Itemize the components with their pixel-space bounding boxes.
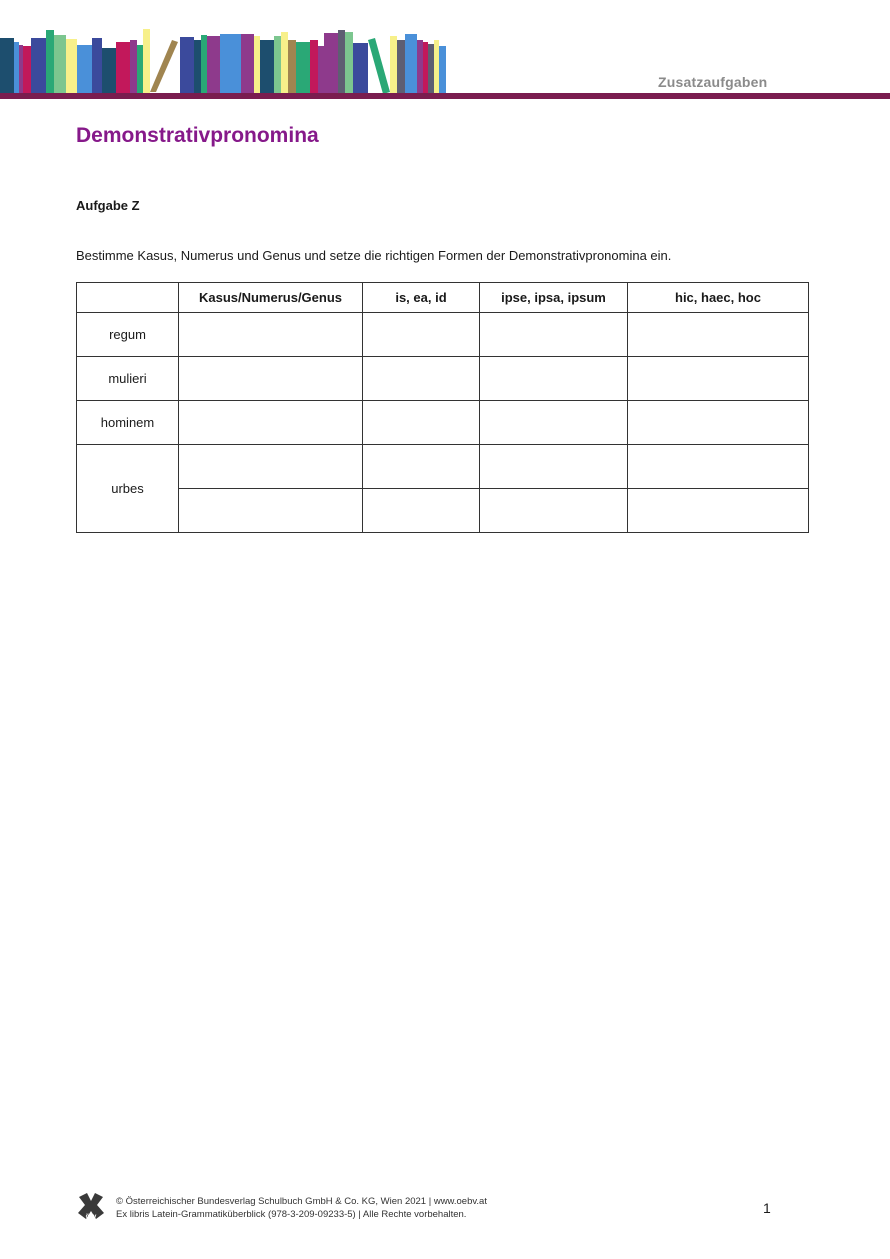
answer-cell[interactable]	[179, 445, 363, 489]
answer-cell[interactable]	[628, 489, 809, 533]
footer-line-1: © Österreichischer Bundesverlag Schulbuch GmbH & Co. KG, Wien 2021 | www.oebv.at	[116, 1196, 487, 1207]
footer-line-2: Ex libris Latein-Grammatiküberblick (978-3-209-09233-5) | Alle Rechte vorbehalten.	[116, 1209, 467, 1220]
answer-cell[interactable]	[480, 489, 628, 533]
answer-cell[interactable]	[363, 489, 480, 533]
page-title: Demonstrativpronomina	[76, 124, 319, 147]
section-label: Zusatzaufgaben	[658, 74, 768, 90]
header-cell-is-ea-id: is, ea, id	[363, 283, 480, 313]
oebv-logo-icon	[76, 1191, 106, 1221]
answer-cell[interactable]	[179, 401, 363, 445]
table-row	[77, 357, 809, 401]
table-row	[77, 313, 809, 357]
task-label: Aufgabe Z	[76, 198, 140, 213]
svg-text:öbv: öbv	[85, 1214, 97, 1220]
answer-cell[interactable]	[179, 313, 363, 357]
row-label-urbes: urbes	[77, 445, 179, 533]
answer-cell[interactable]	[480, 445, 628, 489]
header-cell-kasus: Kasus/Numerus/Genus	[179, 283, 363, 313]
answer-cell[interactable]	[363, 445, 480, 489]
table-row	[77, 445, 809, 489]
answer-cell[interactable]	[628, 357, 809, 401]
task-instruction: Bestimme Kasus, Numerus und Genus und setze die richtigen Formen der Demonstrativpronomina ein.	[76, 248, 672, 263]
row-label-regum: regum	[77, 313, 179, 357]
answer-cell[interactable]	[179, 489, 363, 533]
header-cell-hic: hic, haec, hoc	[628, 283, 809, 313]
page-number: 1	[763, 1200, 771, 1216]
answer-cell[interactable]	[628, 401, 809, 445]
answer-cell[interactable]	[480, 401, 628, 445]
exercise-table	[76, 282, 809, 533]
answer-cell[interactable]	[363, 313, 480, 357]
bookshelf-books	[0, 29, 446, 94]
answer-cell[interactable]	[363, 357, 480, 401]
answer-cell[interactable]	[480, 357, 628, 401]
table-header-row	[77, 283, 809, 313]
header-cell-ipse: ipse, ipsa, ipsum	[480, 283, 628, 313]
row-label-hominem: hominem	[77, 401, 179, 445]
header-accent-rule	[0, 93, 890, 99]
answer-cell[interactable]	[628, 445, 809, 489]
header-cell-empty	[77, 283, 179, 313]
answer-cell[interactable]	[480, 313, 628, 357]
row-label-mulieri: mulieri	[77, 357, 179, 401]
table-row	[77, 489, 809, 533]
answer-cell[interactable]	[363, 401, 480, 445]
table-row	[77, 401, 809, 445]
answer-cell[interactable]	[179, 357, 363, 401]
answer-cell[interactable]	[628, 313, 809, 357]
footer-copyright	[116, 1195, 487, 1221]
